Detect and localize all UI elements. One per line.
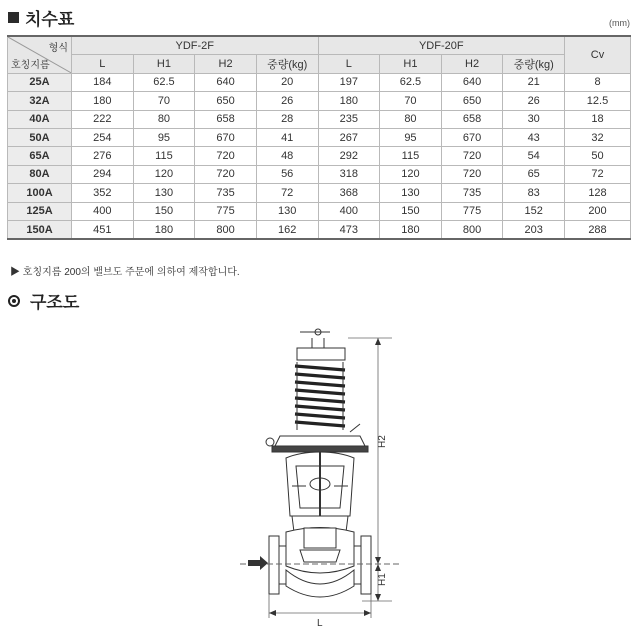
value-cell: 254 (72, 128, 134, 146)
size-cell: 65A (8, 147, 72, 165)
value-cell: 720 (441, 165, 503, 183)
value-cell: 180 (318, 92, 380, 110)
sub-header-row (8, 55, 631, 73)
value-cell: 152 (503, 202, 565, 220)
sub-header-cell: L (318, 55, 380, 73)
spring-cap (297, 348, 345, 360)
value-cell: 235 (318, 110, 380, 128)
value-cell: 650 (441, 92, 503, 110)
value-cell: 54 (503, 147, 565, 165)
value-cell: 70 (380, 92, 442, 110)
value-cell: 400 (318, 202, 380, 220)
corner-label-type: 형식 (48, 43, 68, 54)
value-cell: 720 (195, 165, 257, 183)
value-cell: 18 (565, 110, 631, 128)
structure-section-title: 구조도 (30, 293, 80, 312)
circle-bullet-icon (8, 295, 20, 307)
valve-structure-drawing (0, 318, 640, 631)
value-cell: 650 (195, 92, 257, 110)
cv-header: Cv (565, 36, 631, 73)
value-cell: 150 (380, 202, 442, 220)
sub-header-cell: 중량(kg) (503, 55, 565, 73)
table-row (8, 92, 631, 110)
table-row (8, 165, 631, 183)
value-cell: 640 (195, 73, 257, 91)
group-header-ydf-20f: YDF-20F (318, 36, 565, 55)
value-cell: 775 (441, 202, 503, 220)
value-cell: 70 (133, 92, 195, 110)
table-row (8, 220, 631, 239)
value-cell: 95 (380, 128, 442, 146)
table-row (8, 73, 631, 91)
sub-header-cell: H1 (380, 55, 442, 73)
dimension-section-title: 치수표 (25, 10, 75, 29)
size-cell: 25A (8, 73, 72, 91)
spring-coils (295, 366, 345, 426)
unit-label: (mm) (609, 18, 630, 28)
value-cell: 43 (503, 128, 565, 146)
adjust-bolt-left (266, 438, 274, 446)
value-cell: 48 (256, 147, 318, 165)
flow-arrow-icon (248, 556, 268, 570)
value-cell: 65 (503, 165, 565, 183)
structure-section-header (8, 288, 79, 313)
flange-left (269, 536, 279, 594)
value-cell: 115 (133, 147, 195, 165)
value-cell: 658 (195, 110, 257, 128)
value-cell: 80 (380, 110, 442, 128)
dimension-section-header (8, 5, 74, 30)
value-cell: 180 (72, 92, 134, 110)
value-cell: 735 (441, 184, 503, 202)
value-cell: 197 (318, 73, 380, 91)
value-cell: 800 (195, 220, 257, 239)
value-cell: 200 (565, 202, 631, 220)
label-h2: H2 (377, 435, 388, 448)
value-cell: 62.5 (380, 73, 442, 91)
value-cell: 180 (380, 220, 442, 239)
table-corner-header (8, 36, 72, 73)
table-row (8, 110, 631, 128)
value-cell: 128 (565, 184, 631, 202)
value-cell: 130 (380, 184, 442, 202)
size-cell: 40A (8, 110, 72, 128)
order-note: ▶ 호칭지름 200의 밸브도 주문에 의하여 제작합니다. (10, 267, 240, 278)
group-header-ydf-2f: YDF-2F (72, 36, 319, 55)
value-cell: 658 (441, 110, 503, 128)
value-cell: 180 (133, 220, 195, 239)
table-body (8, 73, 631, 239)
value-cell: 28 (256, 110, 318, 128)
value-cell: 150 (133, 202, 195, 220)
value-cell: 72 (256, 184, 318, 202)
corner-label-size: 호칭지름 (11, 59, 50, 71)
value-cell: 115 (380, 147, 442, 165)
table-row (8, 147, 631, 165)
size-cell: 100A (8, 184, 72, 202)
value-cell: 83 (503, 184, 565, 202)
size-cell: 80A (8, 165, 72, 183)
value-cell: 26 (503, 92, 565, 110)
value-cell: 130 (256, 202, 318, 220)
value-cell: 26 (256, 92, 318, 110)
value-cell: 56 (256, 165, 318, 183)
size-cell: 32A (8, 92, 72, 110)
value-cell: 20 (256, 73, 318, 91)
sub-header-cell: 중량(kg) (256, 55, 318, 73)
value-cell: 41 (256, 128, 318, 146)
dimension-table (7, 35, 631, 240)
value-cell: 276 (72, 147, 134, 165)
size-cell: 50A (8, 128, 72, 146)
value-cell: 294 (72, 165, 134, 183)
value-cell: 21 (503, 73, 565, 91)
value-cell: 162 (256, 220, 318, 239)
table-row (8, 202, 631, 220)
table-row (8, 128, 631, 146)
value-cell: 95 (133, 128, 195, 146)
value-cell: 352 (72, 184, 134, 202)
value-cell: 8 (565, 73, 631, 91)
value-cell: 32 (565, 128, 631, 146)
value-cell: 72 (565, 165, 631, 183)
sub-header-cell: H2 (195, 55, 257, 73)
value-cell: 80 (133, 110, 195, 128)
square-bullet-icon (8, 12, 19, 23)
value-cell: 451 (72, 220, 134, 239)
value-cell: 292 (318, 147, 380, 165)
value-cell: 203 (503, 220, 565, 239)
value-cell: 640 (441, 73, 503, 91)
flange-right (361, 536, 371, 594)
sub-header-cell: H2 (441, 55, 503, 73)
value-cell: 62.5 (133, 73, 195, 91)
value-cell: 670 (195, 128, 257, 146)
label-h1: H1 (377, 573, 388, 586)
sub-header-cell: L (72, 55, 134, 73)
value-cell: 670 (441, 128, 503, 146)
value-cell: 473 (318, 220, 380, 239)
label-l: L (317, 618, 323, 629)
value-cell: 130 (133, 184, 195, 202)
value-cell: 318 (318, 165, 380, 183)
value-cell: 120 (380, 165, 442, 183)
value-cell: 30 (503, 110, 565, 128)
value-cell: 50 (565, 147, 631, 165)
value-cell: 720 (441, 147, 503, 165)
size-cell: 150A (8, 220, 72, 239)
value-cell: 368 (318, 184, 380, 202)
value-cell: 800 (441, 220, 503, 239)
value-cell: 184 (72, 73, 134, 91)
value-cell: 720 (195, 147, 257, 165)
value-cell: 267 (318, 128, 380, 146)
value-cell: 288 (565, 220, 631, 239)
value-cell: 120 (133, 165, 195, 183)
value-cell: 775 (195, 202, 257, 220)
value-cell: 735 (195, 184, 257, 202)
size-cell: 125A (8, 202, 72, 220)
value-cell: 222 (72, 110, 134, 128)
value-cell: 12.5 (565, 92, 631, 110)
sub-header-cell: H1 (133, 55, 195, 73)
value-cell: 400 (72, 202, 134, 220)
table-row (8, 184, 631, 202)
